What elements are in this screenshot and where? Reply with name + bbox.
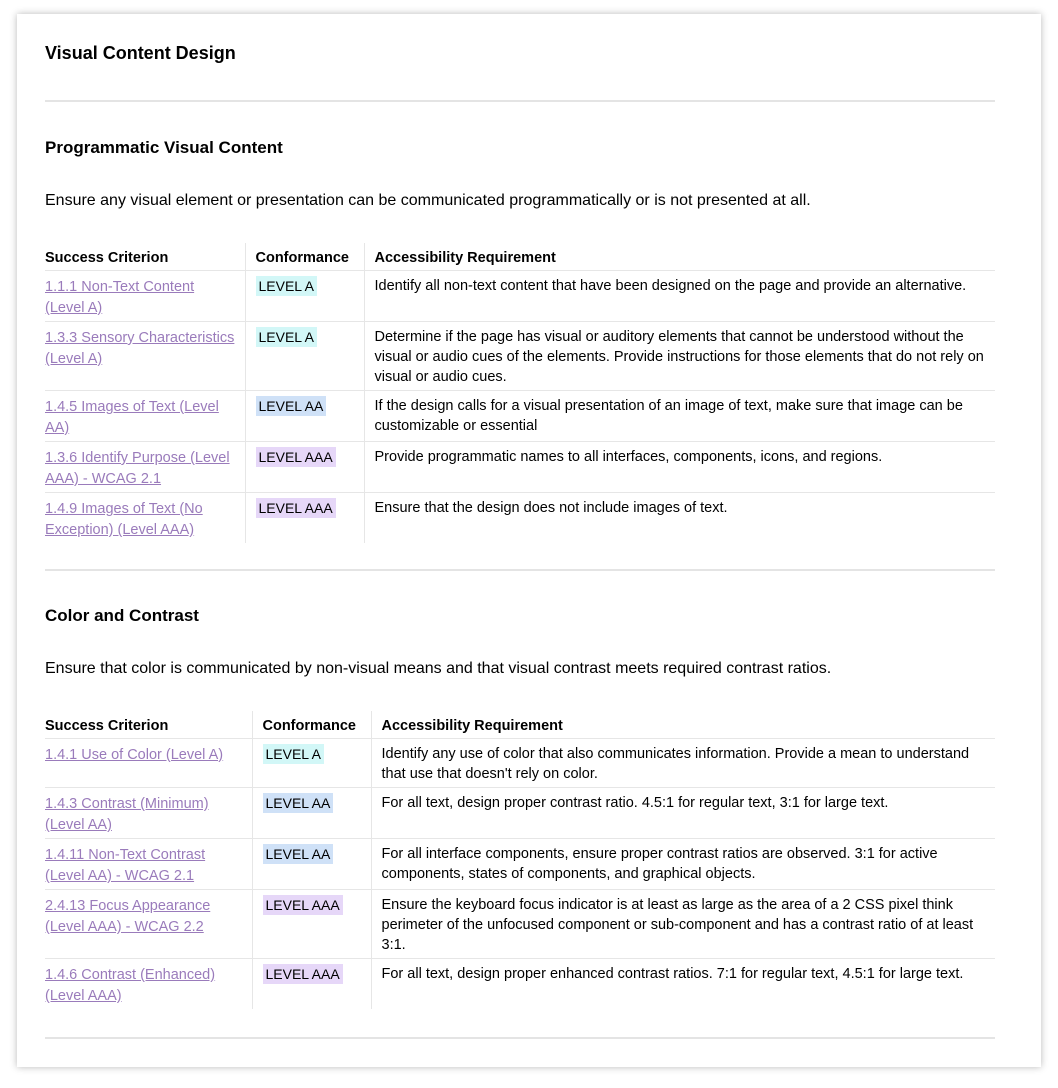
conformance-level-badge: LEVEL AAA: [263, 895, 343, 915]
criterion-link[interactable]: 2.4.13 Focus Appearance (Level AAA) - WCAG 2.2: [45, 898, 211, 935]
criteria-table: [45, 711, 995, 1009]
table-row: [45, 322, 995, 391]
conformance-level-badge: LEVEL AA: [263, 844, 334, 864]
table-row: [45, 788, 995, 839]
table-header-row: [45, 711, 995, 739]
conformance-cell: [252, 890, 371, 959]
criterion-cell: [45, 890, 252, 959]
requirement-cell: For all text, design proper contrast ratio. 4.5:1 for regular text, 3:1 for large text.: [371, 788, 995, 839]
criterion-cell: [45, 322, 245, 391]
criterion-cell: [45, 493, 245, 544]
criterion-link[interactable]: 1.3.3 Sensory Characteristics (Level A): [45, 330, 235, 367]
table-row: [45, 739, 995, 788]
criterion-link[interactable]: 1.1.1 Non-Text Content (Level A): [45, 279, 195, 316]
requirement-cell: Ensure that the design does not include images of text.: [364, 493, 995, 544]
criterion-link[interactable]: 1.4.11 Non-Text Contrast (Level AA) - WCAG 2.1: [45, 847, 206, 884]
conformance-level-badge: LEVEL AA: [256, 396, 327, 416]
requirement-cell: For all interface components, ensure proper contrast ratios are observed. 3:1 for active components, states of components, and graphical objects.: [371, 839, 995, 890]
document-page: [17, 14, 1041, 1067]
divider: [45, 1037, 995, 1039]
section-color-and-contrast: [45, 606, 995, 1004]
conformance-level-badge: LEVEL A: [256, 276, 318, 296]
table-row: [45, 442, 995, 493]
divider: [45, 569, 995, 571]
column-header: Accessibility Requirement: [364, 243, 995, 271]
criterion-link[interactable]: 1.4.5 Images of Text (Level AA): [45, 399, 219, 436]
conformance-level-badge: LEVEL AA: [263, 793, 334, 813]
conformance-cell: [245, 442, 364, 493]
conformance-cell: [252, 839, 371, 890]
criterion-cell: [45, 739, 252, 788]
criterion-cell: [45, 839, 252, 890]
table-row: [45, 839, 995, 890]
conformance-level-badge: LEVEL AAA: [256, 447, 336, 467]
table-row: [45, 493, 995, 544]
criterion-cell: [45, 271, 245, 322]
conformance-level-badge: LEVEL AAA: [256, 498, 336, 518]
criterion-link[interactable]: 1.4.1 Use of Color (Level A): [45, 747, 224, 763]
criterion-link[interactable]: 1.3.6 Identify Purpose (Level AAA) - WCAG 2.1: [45, 450, 230, 487]
conformance-cell: [252, 788, 371, 839]
conformance-cell: [245, 391, 364, 442]
criterion-cell: [45, 391, 245, 442]
column-header: Conformance: [252, 711, 371, 739]
criterion-cell: [45, 788, 252, 839]
conformance-cell: [245, 271, 364, 322]
criterion-link[interactable]: 1.4.3 Contrast (Minimum) (Level AA): [45, 796, 209, 833]
criterion-cell: [45, 959, 252, 1010]
section-intro: Ensure that color is communicated by non-visual means and that visual contrast meets required contrast ratios.: [45, 660, 832, 677]
column-header: Success Criterion: [45, 243, 245, 271]
conformance-level-badge: LEVEL A: [263, 744, 325, 764]
table-body: [45, 271, 995, 544]
requirement-cell: Provide programmatic names to all interfaces, components, icons, and regions.: [364, 442, 995, 493]
table-row: [45, 271, 995, 322]
table-row: [45, 959, 995, 1010]
requirement-cell: For all text, design proper enhanced contrast ratios. 7:1 for regular text, 4.5:1 for large text.: [371, 959, 995, 1010]
column-header: Success Criterion: [45, 711, 252, 739]
criterion-link[interactable]: 1.4.6 Contrast (Enhanced) (Level AAA): [45, 967, 216, 1004]
table-header-row: [45, 243, 995, 271]
table-row: [45, 391, 995, 442]
section-heading: Color and Contrast: [45, 606, 199, 625]
section-programmatic-visual-content: [45, 138, 995, 538]
requirement-cell: Determine if the page has visual or auditory elements that cannot be understood without the visual or audio cues of the elements. Provide instructions for those elements that do not rely on visual or audio cues.: [364, 322, 995, 391]
section-heading: Programmatic Visual Content: [45, 138, 283, 157]
conformance-cell: [252, 739, 371, 788]
conformance-cell: [252, 959, 371, 1010]
requirement-cell: If the design calls for a visual presentation of an image of text, make sure that image can be customizable or essential: [364, 391, 995, 442]
table-body: [45, 739, 995, 1010]
requirement-cell: Identify all non-text content that have been designed on the page and provide an alternative.: [364, 271, 995, 322]
criterion-link[interactable]: 1.4.9 Images of Text (No Exception) (Level AAA): [45, 501, 203, 538]
criterion-cell: [45, 442, 245, 493]
criteria-table: [45, 243, 995, 543]
conformance-cell: [245, 322, 364, 391]
document-title: Visual Content Design: [45, 43, 236, 63]
column-header: Conformance: [245, 243, 364, 271]
column-header: Accessibility Requirement: [371, 711, 995, 739]
requirement-cell: Ensure the keyboard focus indicator is at least as large as the area of a 2 CSS pixel think perimeter of the unfocused component or sub-component and has a contrast ratio of at least 3:1.: [371, 890, 995, 959]
requirement-cell: Identify any use of color that also communicates information. Provide a mean to understand that use that doesn't rely on color.: [371, 739, 995, 788]
section-intro: Ensure any visual element or presentation can be communicated programmatically or is not presented at all.: [45, 192, 811, 209]
conformance-level-badge: LEVEL A: [256, 327, 318, 347]
conformance-cell: [245, 493, 364, 544]
conformance-level-badge: LEVEL AAA: [263, 964, 343, 984]
divider: [45, 100, 995, 102]
table-row: [45, 890, 995, 959]
